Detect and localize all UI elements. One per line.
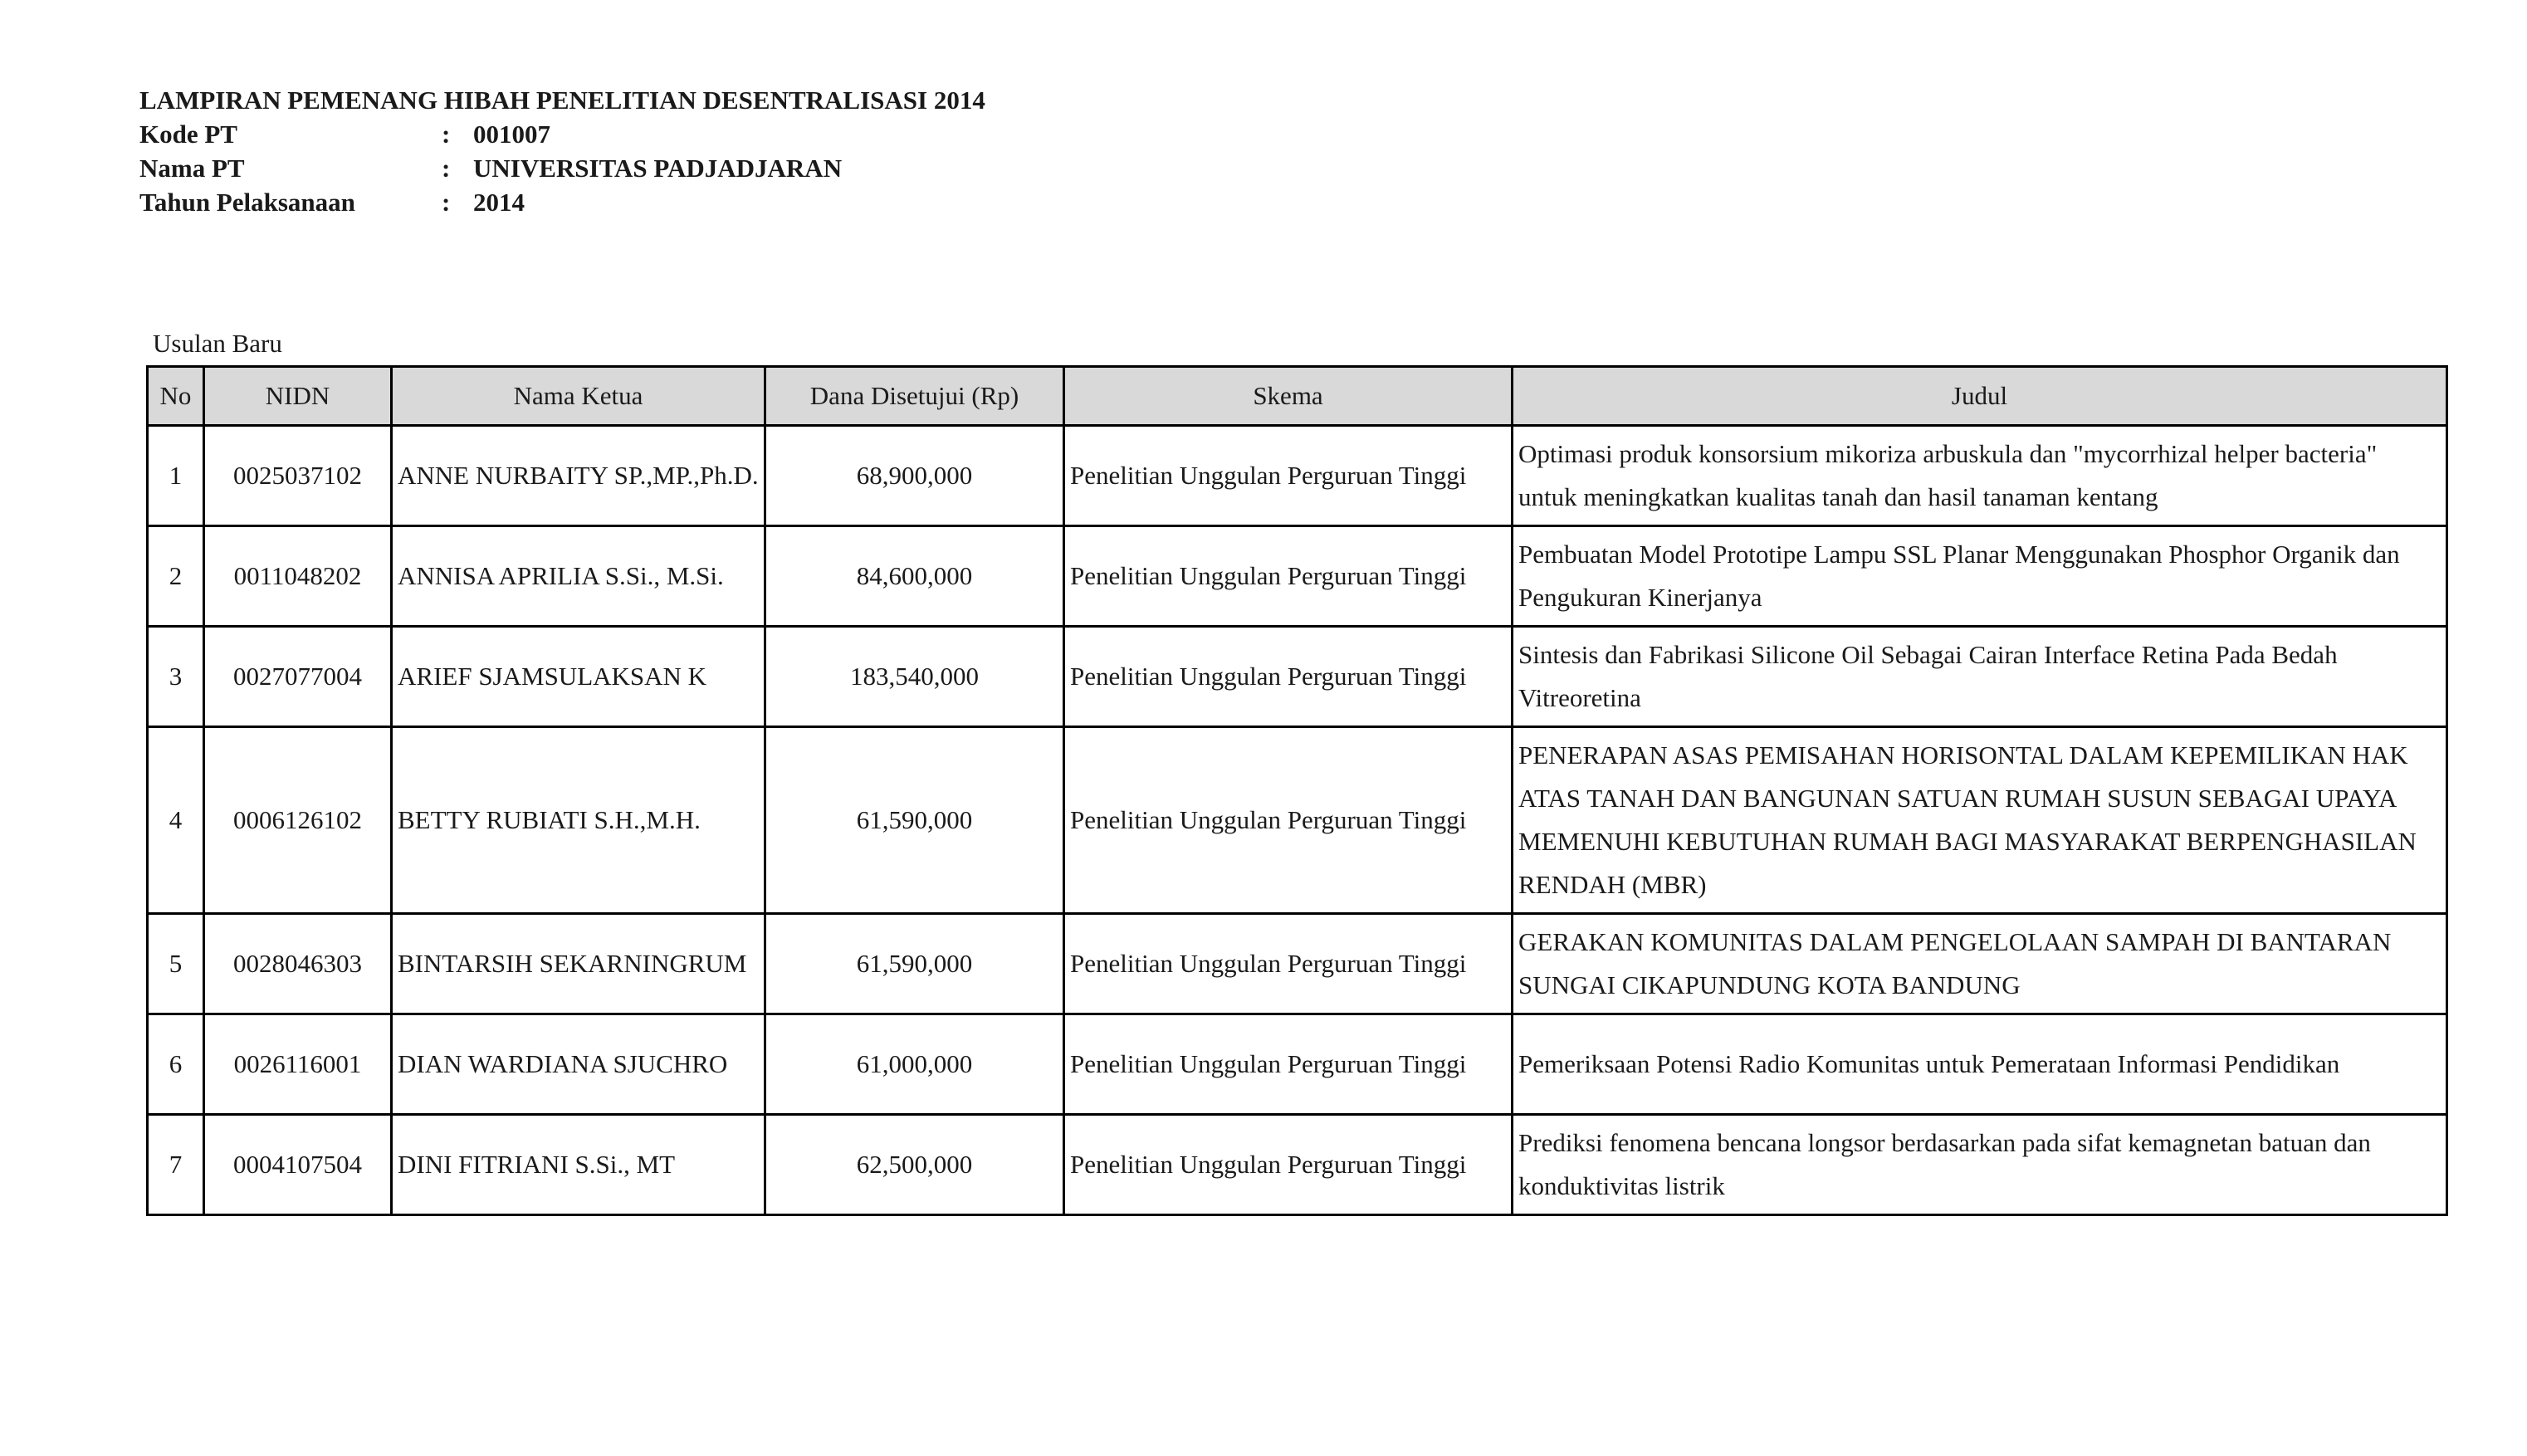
cell-nidn: 0025037102: [204, 426, 392, 526]
column-header-dana: Dana Disetujui (Rp): [765, 367, 1064, 426]
cell-no: 4: [148, 727, 204, 914]
table-row: [148, 1115, 2447, 1215]
table-row: [148, 426, 2447, 526]
document-header: [139, 83, 985, 219]
cell-no: 1: [148, 426, 204, 526]
field-label: Kode PT: [139, 120, 237, 149]
cell-no: 3: [148, 627, 204, 727]
cell-dana: 62,500,000: [765, 1115, 1064, 1215]
column-header-skema: Skema: [1064, 367, 1513, 426]
table-header-row: [148, 367, 2447, 426]
cell-skema: Penelitian Unggulan Perguruan Tinggi: [1064, 526, 1513, 627]
cell-nama-ketua: ARIEF SJAMSULAKSAN K: [392, 627, 765, 727]
cell-dana: 61,590,000: [765, 727, 1064, 914]
cell-judul: Optimasi produk konsorsium mikoriza arbuskula dan "mycorrhizal helper bacteria" untuk meningkatkan kualitas tanah dan hasil tanaman kentang: [1513, 426, 2447, 526]
field-label: Nama PT: [139, 154, 245, 183]
cell-nama-ketua: ANNISA APRILIA S.Si., M.Si.: [392, 526, 765, 627]
field-separator: :: [442, 120, 451, 149]
cell-nama-ketua: ANNE NURBAITY SP.,MP.,Ph.D.: [392, 426, 765, 526]
cell-nidn: 0004107504: [204, 1115, 392, 1215]
cell-nama-ketua: DIAN WARDIANA SJUCHRO: [392, 1014, 765, 1115]
field-label: Tahun Pelaksanaan: [139, 188, 355, 217]
section-label: Usulan Baru: [153, 329, 282, 358]
cell-judul: Pemeriksaan Potensi Radio Komunitas untuk Pemerataan Informasi Pendidikan: [1513, 1014, 2447, 1115]
cell-dana: 61,000,000: [765, 1014, 1064, 1115]
cell-judul: Sintesis dan Fabrikasi Silicone Oil Sebagai Cairan Interface Retina Pada Bedah Vitreoretina: [1513, 627, 2447, 727]
cell-nidn: 0026116001: [204, 1014, 392, 1115]
cell-dana: 84,600,000: [765, 526, 1064, 627]
cell-no: 6: [148, 1014, 204, 1115]
field-value: UNIVERSITAS PADJADJARAN: [473, 154, 843, 183]
cell-judul: PENERAPAN ASAS PEMISAHAN HORISONTAL DALAM KEPEMILIKAN HAK ATAS TANAH DAN BANGUNAN SATUAN RUMAH SUSUN SEBAGAI UPAYA MEMENUHI KEBUTUHAN RUMAH BAGI MASYARAKAT BERPENGHASILAN RENDAH (MBR): [1513, 727, 2447, 914]
table-row: [148, 727, 2447, 914]
field-nama-pt: [139, 151, 985, 185]
cell-skema: Penelitian Unggulan Perguruan Tinggi: [1064, 426, 1513, 526]
column-header-nama-ketua: Nama Ketua: [392, 367, 765, 426]
cell-nidn: 0011048202: [204, 526, 392, 627]
cell-judul: Prediksi fenomena bencana longsor berdasarkan pada sifat kemagnetan batuan dan konduktivitas listrik: [1513, 1115, 2447, 1215]
cell-skema: Penelitian Unggulan Perguruan Tinggi: [1064, 727, 1513, 914]
table-row: [148, 914, 2447, 1014]
field-separator: :: [442, 154, 451, 183]
field-kode-pt: [139, 117, 985, 151]
document-title: LAMPIRAN PEMENANG HIBAH PENELITIAN DESENTRALISASI 2014: [139, 86, 985, 115]
cell-nidn: 0027077004: [204, 627, 392, 727]
column-header-judul: Judul: [1513, 367, 2447, 426]
field-value: 2014: [473, 188, 525, 217]
cell-nidn: 0006126102: [204, 727, 392, 914]
cell-skema: Penelitian Unggulan Perguruan Tinggi: [1064, 1115, 1513, 1215]
cell-dana: 68,900,000: [765, 426, 1064, 526]
cell-skema: Penelitian Unggulan Perguruan Tinggi: [1064, 914, 1513, 1014]
cell-skema: Penelitian Unggulan Perguruan Tinggi: [1064, 1014, 1513, 1115]
cell-dana: 183,540,000: [765, 627, 1064, 727]
cell-skema: Penelitian Unggulan Perguruan Tinggi: [1064, 627, 1513, 727]
cell-judul: Pembuatan Model Prototipe Lampu SSL Planar Menggunakan Phosphor Organik dan Pengukuran Kinerjanya: [1513, 526, 2447, 627]
cell-nama-ketua: BINTARSIH SEKARNINGRUM: [392, 914, 765, 1014]
table-row: [148, 627, 2447, 727]
field-separator: :: [442, 188, 451, 217]
cell-no: 2: [148, 526, 204, 627]
table-row: [148, 526, 2447, 627]
field-tahun-pelaksanaan: [139, 185, 985, 219]
table-row: [148, 1014, 2447, 1115]
column-header-nidn: NIDN: [204, 367, 392, 426]
winners-table: [146, 365, 2448, 1216]
cell-dana: 61,590,000: [765, 914, 1064, 1014]
cell-nama-ketua: DINI FITRIANI S.Si., MT: [392, 1115, 765, 1215]
cell-no: 5: [148, 914, 204, 1014]
cell-no: 7: [148, 1115, 204, 1215]
cell-nidn: 0028046303: [204, 914, 392, 1014]
column-header-no: No: [148, 367, 204, 426]
field-value: 001007: [473, 120, 550, 149]
cell-judul: GERAKAN KOMUNITAS DALAM PENGELOLAAN SAMPAH DI BANTARAN SUNGAI CIKAPUNDUNG KOTA BANDUNG: [1513, 914, 2447, 1014]
cell-nama-ketua: BETTY RUBIATI S.H.,M.H.: [392, 727, 765, 914]
